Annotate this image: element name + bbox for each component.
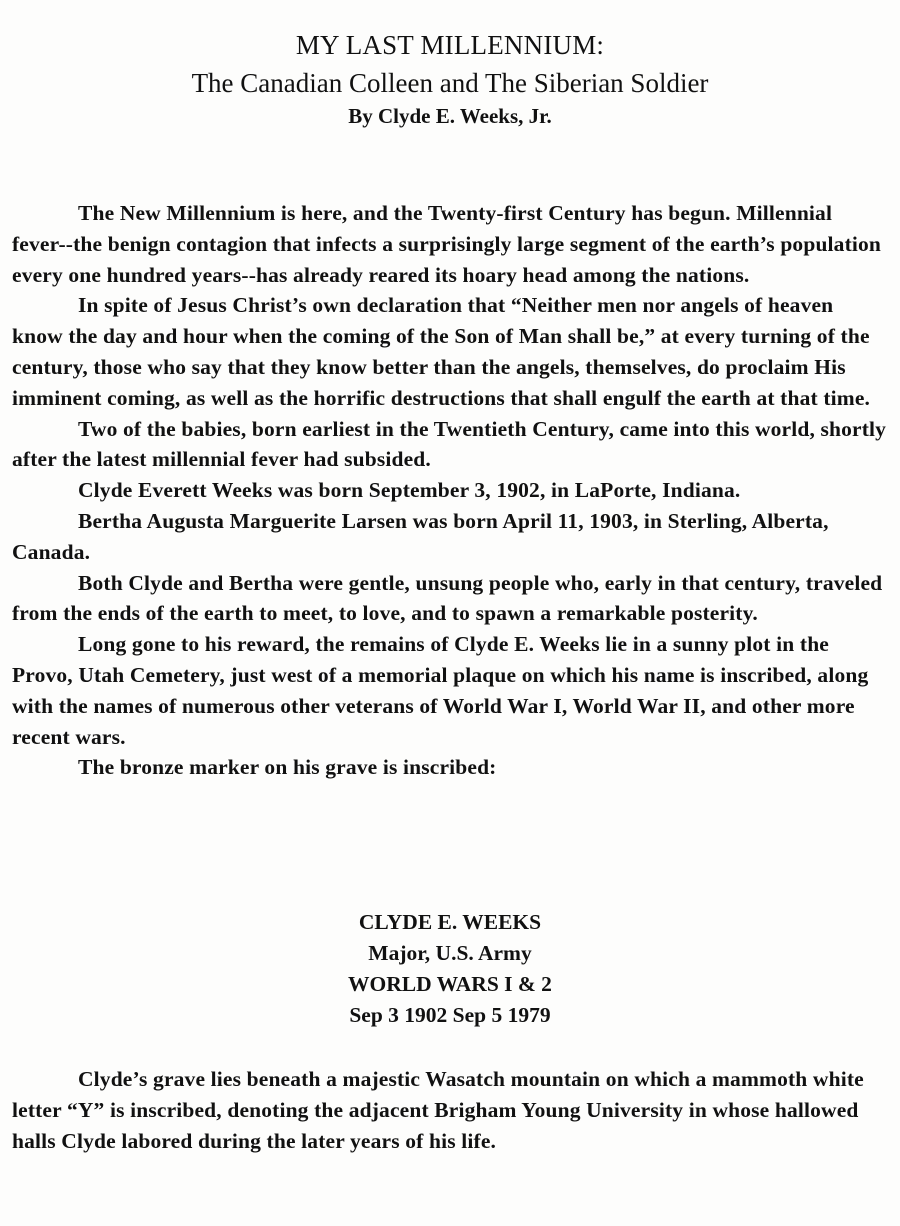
- paragraph-bronze-marker: The bronze marker on his grave is inscribed:: [78, 755, 497, 780]
- paragraph-bertha-birth: Bertha Augusta Marguerite Larsen was born April 11, 1903, in Sterling, Alberta, Canada.: [12, 508, 829, 564]
- marker-dates: Sep 3 1902 Sep 5 1979: [349, 1003, 551, 1027]
- body-text: [12, 198, 888, 783]
- document-subtitle: The Canadian Colleen and The Siberian Soldier: [191, 68, 709, 98]
- paragraph-clyde-birth: Clyde Everett Weeks was born September 3, 1902, in LaPorte, Indiana.: [78, 478, 741, 503]
- paragraph-closing: Clyde’s grave lies beneath a majestic Wasatch mountain on which a mammoth white letter “Y” is inscribed, denoting the adjacent Brigham Young University in whose hallowed halls Clyde labored during the later years of his life.: [12, 1067, 864, 1153]
- paragraph-declaration: In spite of Jesus Christ’s own declaration that “Neither men nor angels of heaven know the day and hour when the coming of the Son of Man shall be,” at every turning of the century, those who say that they know better than the angels, themselves, do proclaim His imminent coming, as well as the horrific destructions that shall engulf the earth at that time.: [12, 293, 871, 410]
- marker-wars: WORLD WARS I & 2: [348, 972, 552, 996]
- closing-text: [12, 1064, 888, 1156]
- paragraph-remains: Long gone to his reward, the remains of Clyde E. Weeks lie in a sunny plot in the Provo, Utah Cemetery, just west of a memorial plaque on which his name is inscribed, along with the names of numerous other veterans of World War I, World War II, and other more recent wars.: [12, 632, 869, 749]
- author-byline: By Clyde E. Weeks, Jr.: [348, 104, 552, 128]
- grave-marker-inscription: [0, 907, 900, 1031]
- marker-rank: Major, U.S. Army: [368, 941, 532, 965]
- marker-name: CLYDE E. WEEKS: [358, 910, 542, 934]
- paragraph-clyde-bertha: Both Clyde and Bertha were gentle, unsung people who, early in that century, traveled from the ends of the earth to meet, to love, and to spawn a remarkable posterity.: [12, 570, 883, 626]
- paragraph-babies: Two of the babies, born earliest in the Twentieth Century, came into this world, shortly after the latest millennial fever had subsided.: [12, 416, 887, 472]
- document-title: MY LAST MILLENNIUM:: [295, 30, 605, 60]
- paragraph-new-millennium: The New Millennium is here, and the Twenty-first Century has begun. Millennial fever--the benign contagion that infects a surprisingly large segment of the earth’s population every one hundred years--has already reared its hoary head among the nations.: [12, 201, 882, 287]
